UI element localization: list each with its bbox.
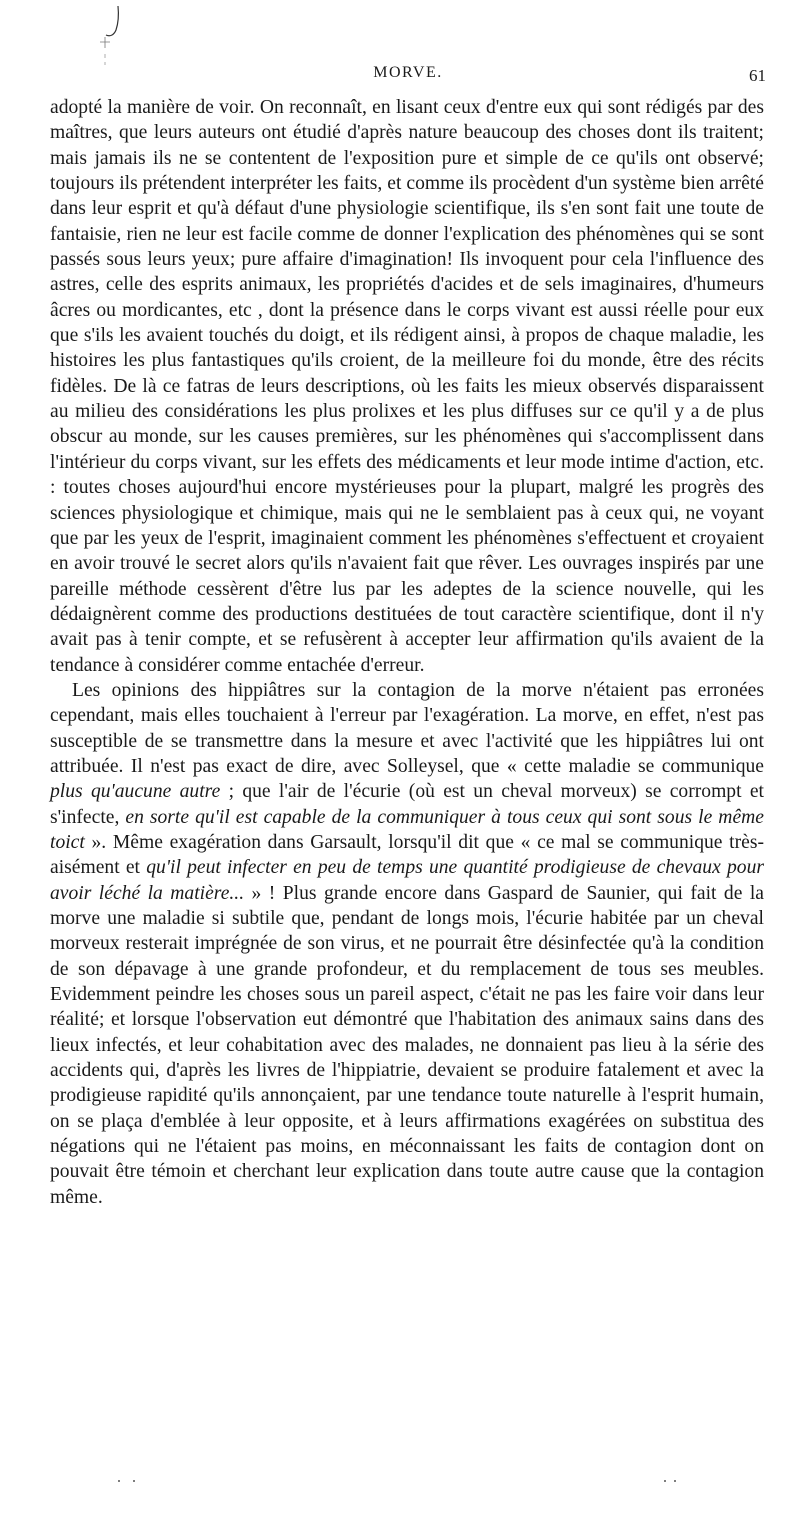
paragraph-1	[50, 95, 764, 678]
italic-quote-run: en sorte qu'il est capable de la communiquer à tous ceux qui sont sous le même toict	[50, 806, 764, 853]
text-run: ; que l'air de l'écurie (où est un cheval morveux) se corrompt et s'infecte,	[50, 781, 764, 828]
text-run: Les opinions des hippiâtres sur la contagion de la morve n'étaient pas erronées cependant, mais elles touchaient à l'erreur par l'exagération. La morve, en effet, n'est pas susceptible de se transmettre dans la mesure et avec l'activité que les hippiâtres lui ont attribuée. Il n'est pas exact de dire, avec Solleysel, que « cette maladie se communique	[50, 679, 764, 777]
speck-mark	[118, 1480, 120, 1482]
text-run: » ! Plus grande encore dans Gaspard de Saunier, qui fait de la morve une maladie si subtile que, pendant de longs mois, l'écurie habitée par un cheval morveux resterait imprégnée de son virus, et ne pourrait être désinfectée qu'à la condition de son dépavage à une grande profondeur, et du remplacement de tous ses meubles. Evidemment peindre les choses sous un pareil aspect, c'était ne pas les faire voir dans leur réalité; et lorsque l'observation eut démontré que l'habitation des animaux sains dans des lieux infectés, et leur cohabitation avec des malades, ne donnaient pas lieu à la série des accidents qui, d'après les livres de l'hippiatrie, devaient se produire fatalement et avec la prodigieuse rapidité qu'ils annonçaient, par une tendance toute naturelle à l'esprit humain, on se plaça d'emblée à leur opposite, et à leurs affirmations exagérées on substitua des négations qui ne l'étaient pas moins, en méconnaissant les faits de contagion dont on pouvait être témoin et cherchant leur explication dans toute autre cause que la contagion même.	[50, 882, 764, 1208]
page-number: 61	[749, 66, 766, 85]
text-run: adopté la manière de voir. On reconnaît, en lisant ceux d'entre eux qui sont rédigés par des maîtres, que leurs auteurs ont étudié d'après nature beaucoup des choses dont ils traitent; mais jamais ils ne se contentent de l'exposition pure et simple de ce qu'ils ont observé; toujours ils prétendent interpréter les faits, et comme ils procèdent d'un système bien arrêté dans leur esprit et qu'à défaut d'une physiologie scientifique, ils s'en sont fait une toute de fantaisie, rien ne leur est facile comme de donner l'explication des phénomènes qui se sont passés sous leurs yeux; pure affaire d'imagination! Ils invoquent pour cela l'influence des astres, celle des esprits animaux, les propriétés d'acides et de sels imaginaires, d'humeurs âcres ou mordicantes, etc , dont la présence dans le corps vivant est aussi réelle pour eux que s'ils les avaient touchés du doigt, et ils rédigent ainsi, à propos de chaque maladie, les histoires les plus fantastiques qu'ils croient, de la meilleure foi du monde, être des récits fidèles. De là ce fatras de leurs descriptions, où les faits les mieux observés disparaissent au milieu des considérations les plus prolixes et les plus diffuses sur ce qu'il y a de plus obscur au monde, sur les causes premières, sur les phénomènes qui s'accomplissent dans l'intérieur du corps vivant, sur les effets des médicaments et leur mode intime d'action, etc. : toutes choses aujourd'hui encore mystérieuses pour la plupart, malgré les progrès des sciences physiologique et chimique, mais qui ne le semblaient pas à ceux qui, ne voyant que par les yeux de l'esprit, imaginaient comment les phénomènes s'effectuent et croyaient en avoir trouvé le secret alors qu'ils n'avaient fait que rêver. Les ouvrages inspirés par une pareille méthode cessèrent d'être lus par les adeptes de la science nouvelle, qui les dédaignèrent comme des productions destituées de tout caractère scientifique, dont il n'y avait pas à tenir compte, et se refusèrent à accepter leur affirmation qu'ils avaient de la tendance à considérer comme entachée d'erreur.	[50, 97, 764, 676]
body-text	[50, 95, 764, 1210]
italic-quote-run: plus qu'aucune autre	[50, 781, 221, 803]
speck-mark	[674, 1480, 676, 1482]
paragraph-2	[50, 678, 764, 1210]
italic-quote-run: qu'il peut infecter en peu de temps une quantité prodigieuse de chevaux pour avoir léché la matière...	[50, 857, 764, 904]
speck-mark	[133, 1480, 135, 1482]
text-run: ». Même exagération dans Garsault, lorsqu'il dit que « ce mal se communique très-aisément et	[50, 831, 764, 879]
page-header	[50, 64, 766, 88]
ink-mark-decoration	[92, 2, 132, 72]
speck-mark	[664, 1480, 666, 1482]
running-title: MORVE.	[373, 64, 443, 81]
